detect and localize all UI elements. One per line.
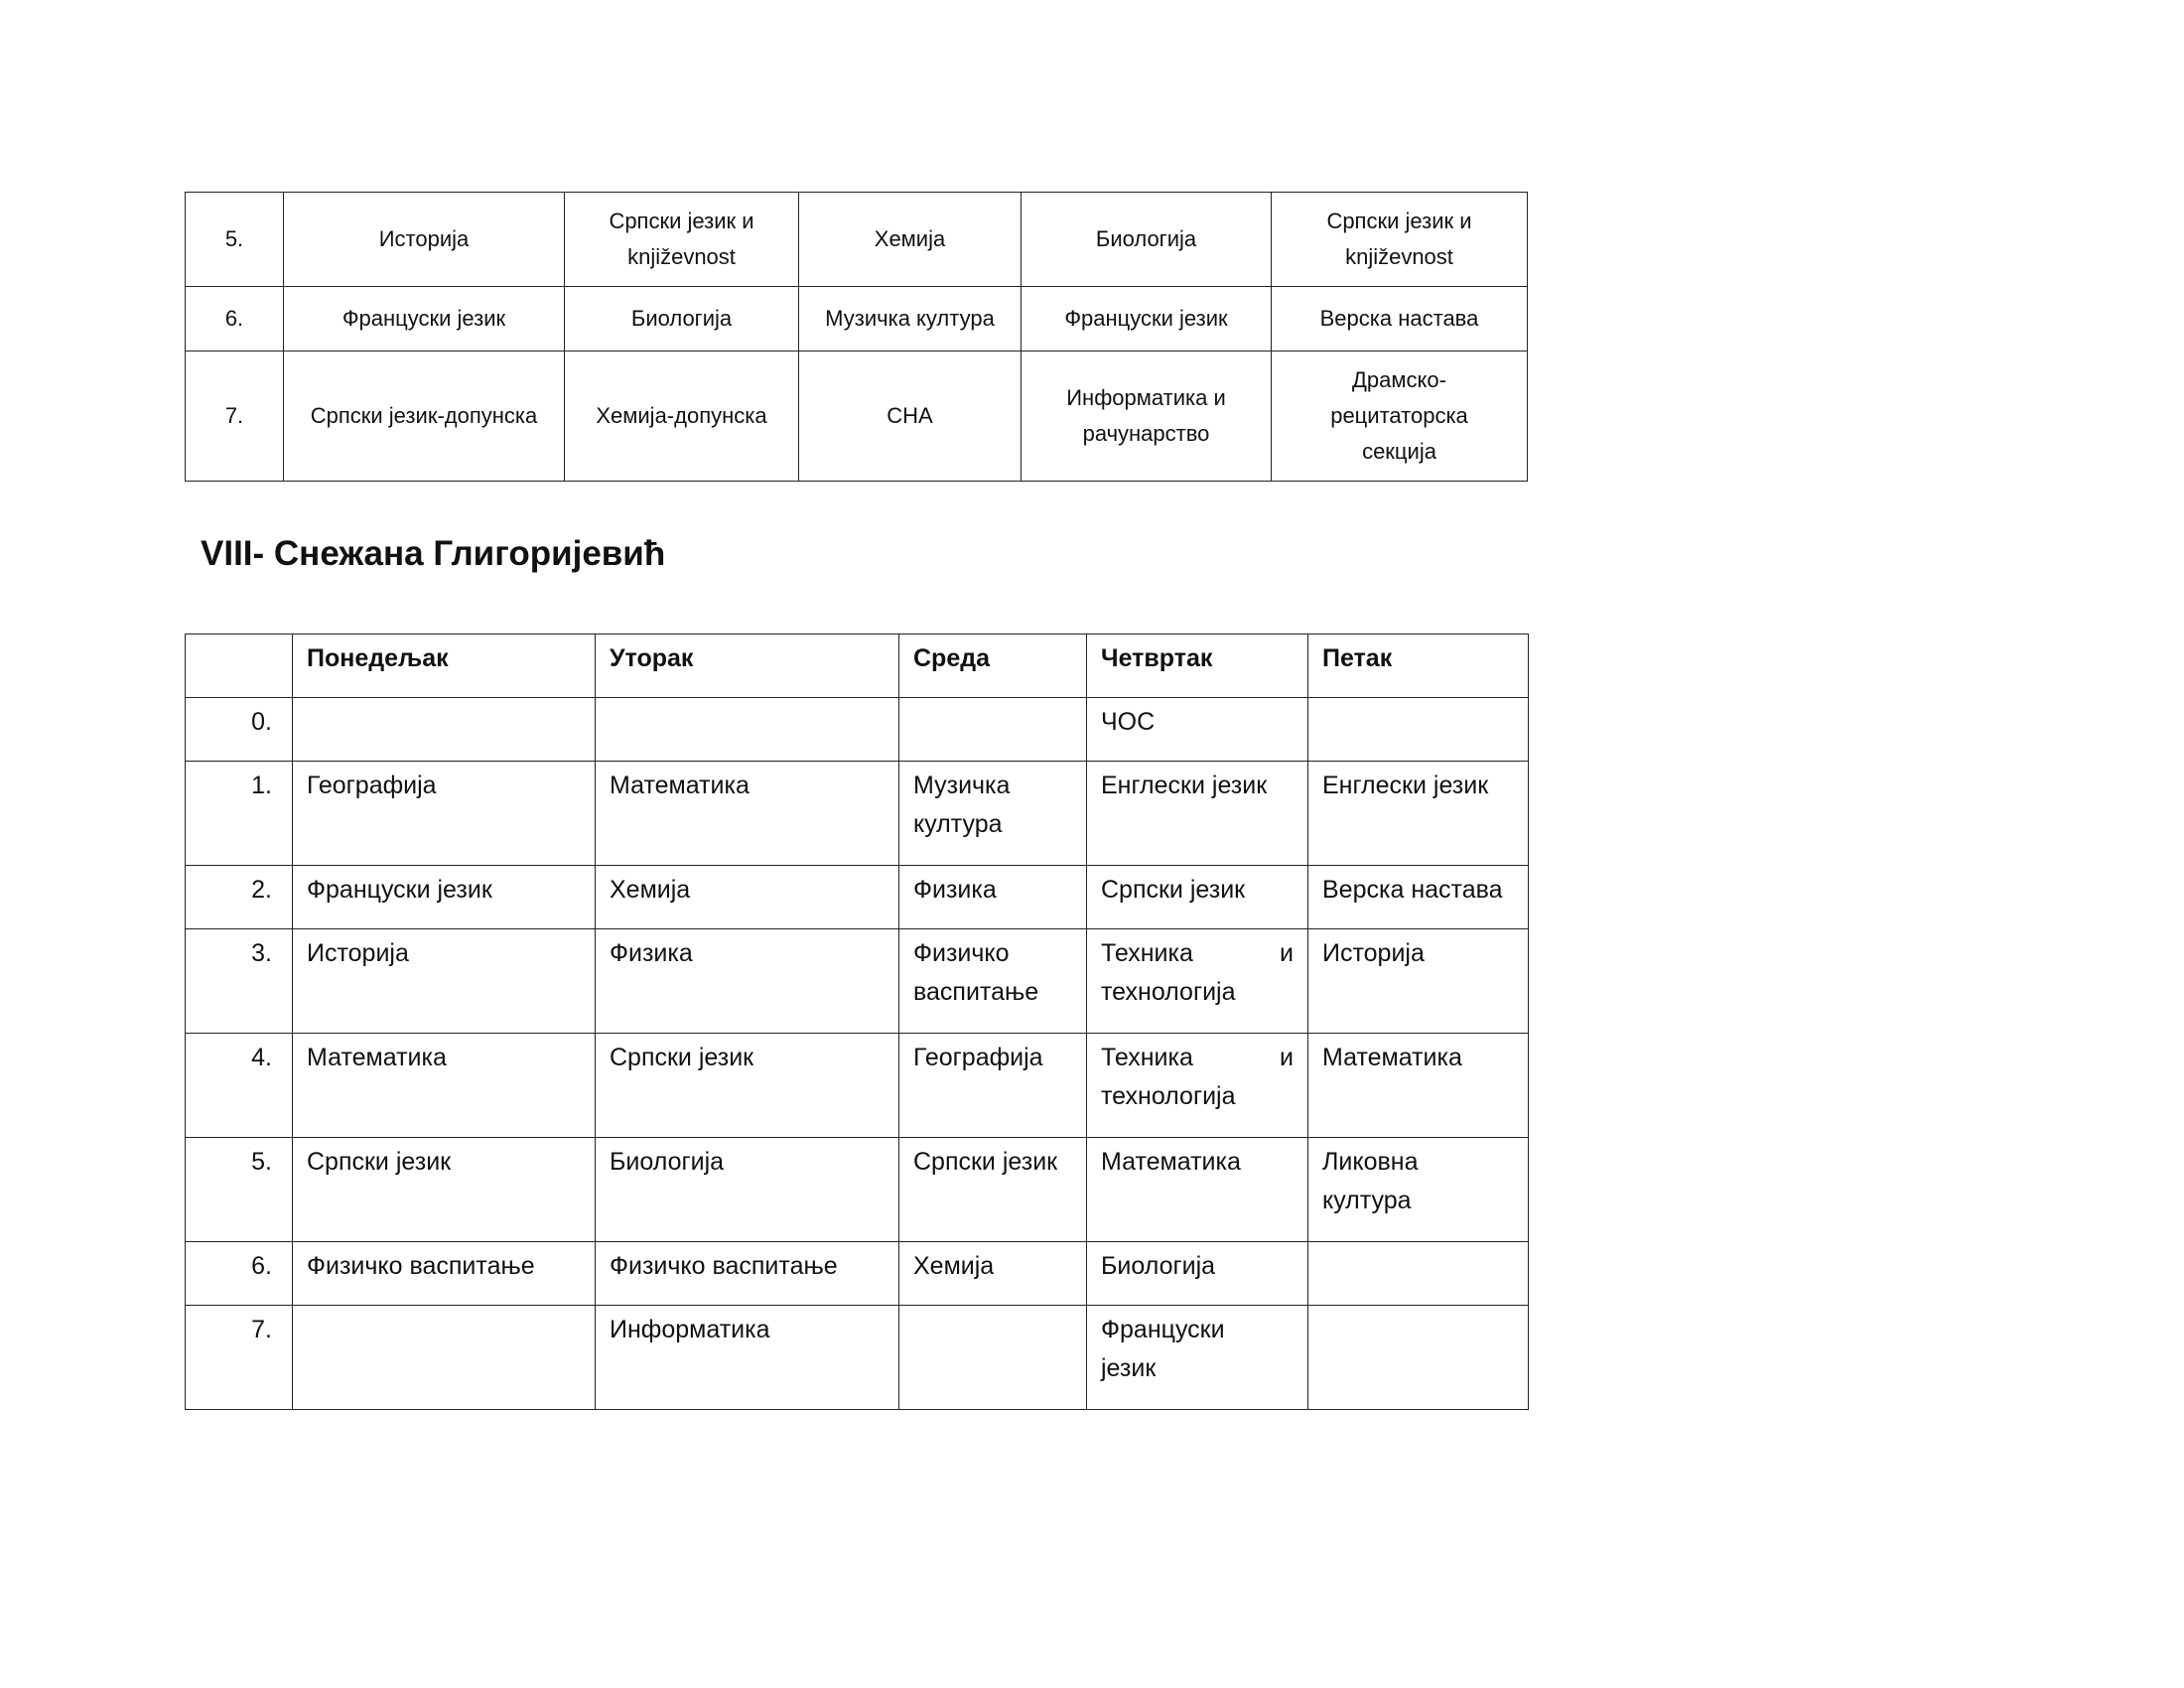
table-row <box>186 698 1529 762</box>
table-cell: Француски језик <box>293 866 596 929</box>
header-tuesday: Уторак <box>596 634 899 698</box>
table-cell: Музичка култура <box>899 762 1087 866</box>
table-cell: Музичка култура <box>799 287 1022 352</box>
table-cell: Физика <box>899 866 1087 929</box>
table-cell: Историја <box>284 193 565 287</box>
table-cell: Српски језик и književnost <box>1272 193 1528 287</box>
table-row <box>186 762 1529 866</box>
table-cell: Биологија <box>596 1138 899 1242</box>
table-cell: Српски језик и književnost <box>565 193 799 287</box>
period-number: 1. <box>186 762 293 866</box>
table-cell <box>1308 1242 1529 1306</box>
period-number: 5. <box>186 1138 293 1242</box>
table-cell: Верска настава <box>1272 287 1528 352</box>
table-cell: Француски језик <box>284 287 565 352</box>
table-cell: Физичко васпитање <box>899 929 1087 1034</box>
table-cell: Географија <box>293 762 596 866</box>
header-wednesday: Среда <box>899 634 1087 698</box>
header-cell-empty <box>186 634 293 698</box>
table-cell: Ликовна култура <box>1308 1138 1529 1242</box>
period-number: 6. <box>186 1242 293 1306</box>
table-cell: Биологија <box>1022 193 1272 287</box>
table-cell: Српски језик <box>1087 866 1308 929</box>
table-cell: Информатика <box>596 1306 899 1410</box>
table-cell: ЧОС <box>1087 698 1308 762</box>
table-cell: Информатика и рачунарство <box>1022 352 1272 482</box>
table-cell <box>899 698 1087 762</box>
table-cell: Математика <box>1308 1034 1529 1138</box>
table-cell: Историја <box>1308 929 1529 1034</box>
table-cell: Хемија <box>899 1242 1087 1306</box>
table-row <box>186 1138 1529 1242</box>
class-schedule-table <box>185 633 1529 1410</box>
table-row <box>186 352 1528 482</box>
table-cell: Физичко васпитање <box>293 1242 596 1306</box>
table-row <box>186 929 1529 1034</box>
table-cell: Енглески језик <box>1087 762 1308 866</box>
table-cell: Математика <box>293 1034 596 1138</box>
continued-schedule-table <box>185 192 1528 482</box>
table-cell: Математика <box>1087 1138 1308 1242</box>
table-cell <box>1308 698 1529 762</box>
table-cell: Српски језик <box>293 1138 596 1242</box>
period-number: 7. <box>186 1306 293 1410</box>
table-cell: Техника и технологија <box>1087 1034 1308 1138</box>
table-cell: Географија <box>899 1034 1087 1138</box>
table-row <box>186 1242 1529 1306</box>
table-cell: Математика <box>596 762 899 866</box>
table-cell: Српски језик <box>596 1034 899 1138</box>
table-cell: Хемија <box>596 866 899 929</box>
table-cell: Драмско-рецитаторска секција <box>1272 352 1528 482</box>
table-cell <box>899 1306 1087 1410</box>
header-friday: Петак <box>1308 634 1529 698</box>
table-cell: Српски језик <box>899 1138 1087 1242</box>
period-number: 4. <box>186 1034 293 1138</box>
table-row <box>186 193 1528 287</box>
period-number: 3. <box>186 929 293 1034</box>
table-row <box>186 287 1528 352</box>
table-cell: Физика <box>596 929 899 1034</box>
table-cell: Верска настава <box>1308 866 1529 929</box>
table-cell: СНА <box>799 352 1022 482</box>
table-cell: Хемија-допунска <box>565 352 799 482</box>
table-cell: Француски језик <box>1087 1306 1308 1410</box>
table-cell: Историја <box>293 929 596 1034</box>
section-title: VIII- Снежана Глигоријевић <box>201 534 666 573</box>
table-cell: Енглески језик <box>1308 762 1529 866</box>
table-header-row <box>186 634 1529 698</box>
header-monday: Понедељак <box>293 634 596 698</box>
table-cell <box>293 1306 596 1410</box>
table-cell: Физичко васпитање <box>596 1242 899 1306</box>
period-number: 0. <box>186 698 293 762</box>
table-cell: Техника и технологија <box>1087 929 1308 1034</box>
table-cell: Биологија <box>1087 1242 1308 1306</box>
header-thursday: Четвртак <box>1087 634 1308 698</box>
table-cell: Хемија <box>799 193 1022 287</box>
table-row <box>186 1306 1529 1410</box>
table-cell <box>596 698 899 762</box>
table-cell <box>1308 1306 1529 1410</box>
table-cell: Српски језик-допунска <box>284 352 565 482</box>
table-row <box>186 1034 1529 1138</box>
period-number: 5. <box>186 193 284 287</box>
period-number: 7. <box>186 352 284 482</box>
table-cell: Француски језик <box>1022 287 1272 352</box>
table-cell <box>293 698 596 762</box>
period-number: 6. <box>186 287 284 352</box>
table-cell: Биологија <box>565 287 799 352</box>
period-number: 2. <box>186 866 293 929</box>
table-row <box>186 866 1529 929</box>
